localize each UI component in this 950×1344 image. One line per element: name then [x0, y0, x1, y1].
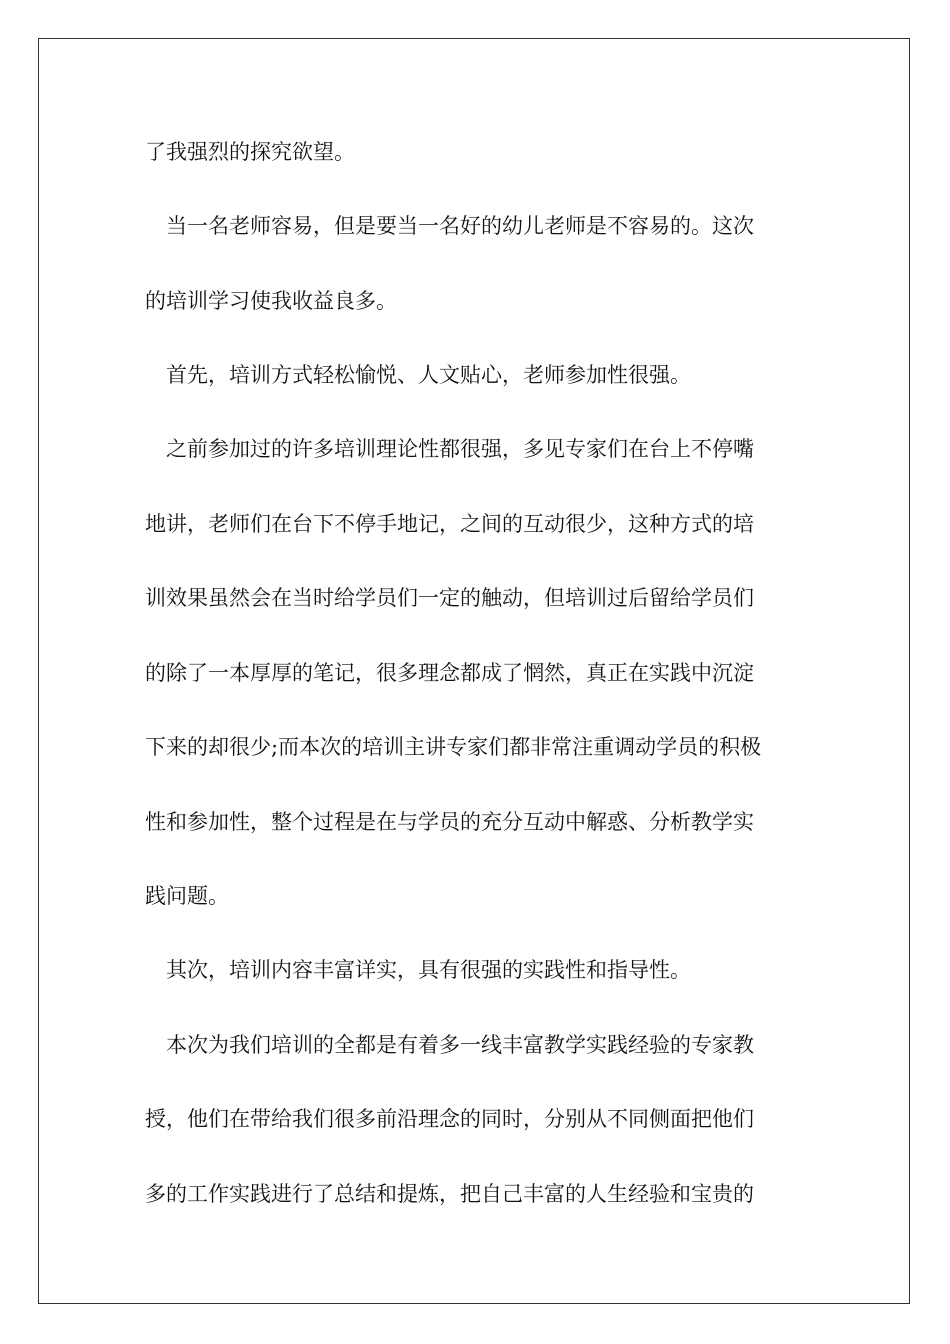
text-line: 了我强烈的探究欲望。 [145, 140, 355, 164]
text-line: 性和参加性，整个过程是在与学员的充分互动中解惑、分析教学实 [145, 810, 754, 834]
text-line: 的除了一本厚厚的笔记，很多理念都成了惘然，真正在实践中沉淀 [145, 661, 754, 685]
text-line: 当一名老师容易，但是要当一名好的幼儿老师是不容易的。这次 [166, 214, 754, 238]
text-line: 授，他们在带给我们很多前沿理念的同时，分别从不同侧面把他们 [145, 1107, 754, 1131]
text-line: 下来的却很少;而本次的培训主讲专家们都非常注重调动学员的积极 [145, 735, 762, 759]
text-line: 践问题。 [145, 884, 229, 908]
text-line: 本次为我们培训的全都是有着多一线丰富教学实践经验的专家教 [166, 1033, 754, 1057]
text-line: 其次，培训内容丰富详实，具有很强的实践性和指导性。 [166, 958, 691, 982]
text-line: 首先，培训方式轻松愉悦、人文贴心，老师参加性很强。 [166, 363, 691, 387]
text-line: 的培训学习使我收益良多。 [145, 289, 397, 313]
text-line: 地讲，老师们在台下不停手地记，之间的互动很少，这种方式的培 [145, 512, 754, 536]
text-line: 多的工作实践进行了总结和提炼，把自己丰富的人生经验和宝贵的 [145, 1182, 754, 1206]
text-line: 之前参加过的许多培训理论性都很强，多见专家们在台上不停嘴 [166, 437, 754, 461]
text-line: 训效果虽然会在当时给学员们一定的触动，但培训过后留给学员们 [145, 586, 754, 610]
